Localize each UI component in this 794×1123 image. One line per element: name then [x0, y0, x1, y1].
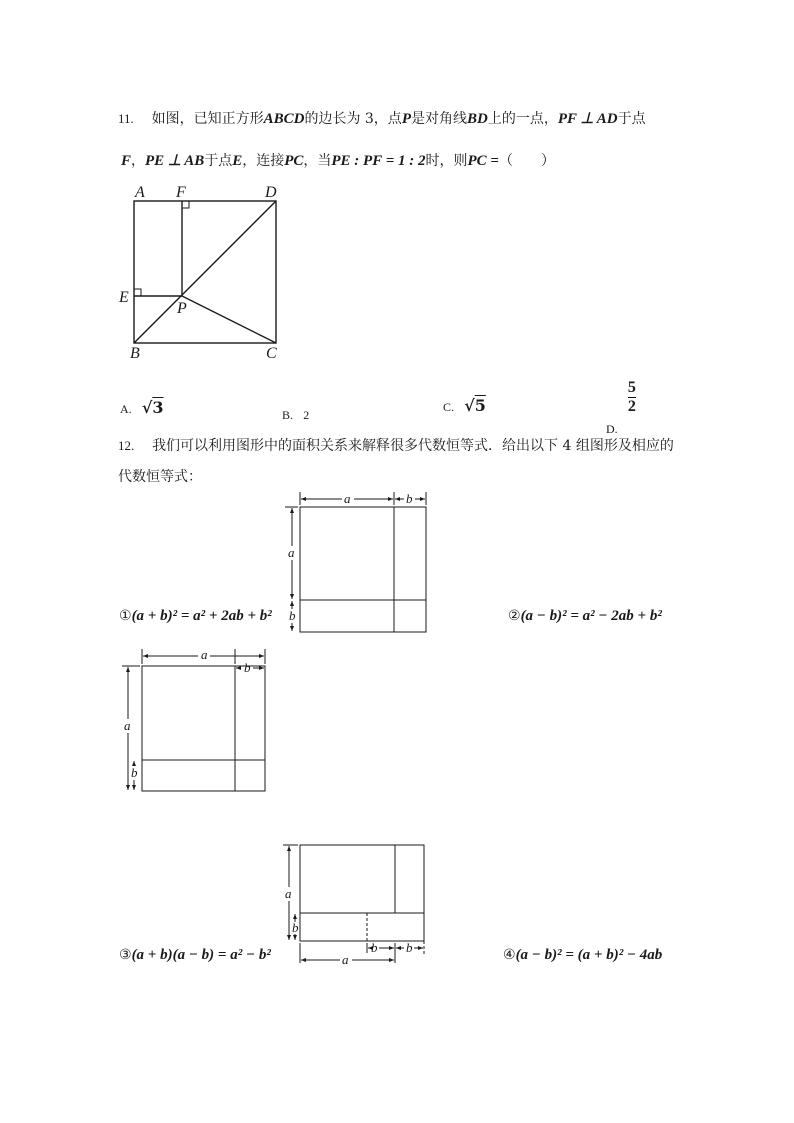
q11-math: E — [232, 153, 243, 169]
q11-math: ABCD — [263, 111, 305, 127]
q12-line2 — [118, 467, 202, 487]
option-c[interactable] — [443, 396, 486, 415]
q11-math: PC = — [467, 153, 499, 169]
q11-text: 如图，已知正方形 — [151, 111, 264, 127]
q11-text: 时，则 — [425, 153, 468, 169]
option-b-label: B. — [282, 408, 294, 422]
option-a-label: A. — [120, 402, 132, 416]
q12-text: 代数恒等式： — [118, 469, 202, 485]
formula-2 — [508, 608, 662, 625]
q11-math: P — [401, 111, 411, 127]
right-angle-mark-e — [134, 289, 141, 296]
label-f: F — [176, 184, 186, 201]
q11-math: PC — [284, 153, 304, 169]
right-angle-mark-f — [182, 201, 189, 208]
formula-2-text: (a − b)² = a² − 2ab + b² — [520, 608, 662, 624]
option-d-numerator: 5 — [627, 379, 636, 396]
option-c-value: √5 — [464, 396, 486, 415]
formula-3 — [119, 947, 271, 964]
label-a: A — [135, 184, 145, 201]
q11-math: BD — [466, 111, 488, 127]
option-b-value: 2 — [303, 408, 310, 422]
option-c-label: C. — [443, 400, 455, 414]
fig3-label-b-side: b — [292, 920, 299, 935]
fig1-label-b-top: b — [406, 491, 413, 506]
fig1-label-a-side: a — [288, 545, 295, 560]
label-e: E — [119, 289, 129, 306]
q12-text: 我们可以利用图形中的面积关系来解释很多代数恒等式．给出以下 4 组图形及相应的 — [152, 438, 674, 454]
q11-text: ， — [131, 153, 146, 169]
segment-pc — [182, 296, 276, 343]
q11-math: PE ⊥ AB — [145, 153, 205, 169]
fig2-label-a-side: a — [124, 718, 131, 733]
fig2-label-b-side: b — [131, 765, 138, 780]
formula-3-text: (a + b)(a − b) = a² − b² — [131, 947, 271, 963]
q12-figure-1 — [282, 490, 434, 636]
option-a[interactable] — [120, 398, 164, 417]
q11-line1 — [118, 109, 646, 129]
label-d: D — [265, 184, 277, 201]
q11-text: ，当 — [303, 153, 332, 169]
formula-1-marker: ① — [119, 608, 132, 624]
fig2-label-a-top: a — [201, 647, 208, 662]
fig3-label-b-bottom-1: b — [371, 940, 378, 955]
fig3-label-a-side: a — [285, 886, 292, 901]
q11-math: PE : PF = 1 : 2 — [331, 153, 426, 169]
q11-math: PF ⊥ AD — [557, 111, 618, 127]
q12-figure-3 — [280, 840, 430, 968]
formula-2-marker: ② — [508, 608, 521, 624]
q11-number: 11. — [118, 111, 134, 126]
option-c-radicand: 5 — [474, 396, 486, 415]
q12-figure-2 — [120, 645, 272, 795]
q12-number: 12. — [118, 438, 135, 453]
option-b[interactable] — [282, 404, 309, 423]
option-d-fraction — [628, 380, 636, 415]
fig1-label-a-top: a — [344, 491, 351, 506]
fig2-label-b-top: b — [244, 660, 251, 675]
label-p: P — [177, 300, 187, 317]
q11-text: 上的一点， — [487, 111, 558, 127]
formula-4 — [503, 947, 662, 964]
fig3-label-a-bottom: a — [342, 952, 349, 967]
option-d-denominator: 2 — [627, 398, 636, 415]
q11-text: 于点 — [617, 111, 646, 127]
option-a-radicand: 3 — [152, 398, 164, 417]
formula-3-marker: ③ — [119, 947, 132, 963]
q12-line1 — [118, 436, 674, 456]
q11-line2 — [121, 151, 555, 171]
q11-math: F — [121, 153, 132, 169]
q11-text: （ ） — [498, 153, 555, 169]
q11-square-diagram — [110, 180, 300, 365]
label-c: C — [266, 345, 277, 362]
q11-text: 于点 — [204, 153, 233, 169]
formula-4-text: (a − b)² = (a + b)² − 4ab — [515, 947, 663, 963]
option-a-value: √3 — [141, 398, 164, 417]
option-d[interactable] — [606, 380, 636, 437]
q11-text: 的边长为 3，点 — [304, 111, 402, 127]
q11-text: ，连接 — [242, 153, 285, 169]
formula-1-text: (a + b)² = a² + 2ab + b² — [131, 608, 272, 624]
formula-4-marker: ④ — [503, 947, 516, 963]
fig1-label-b-side: b — [289, 608, 296, 623]
diagonal-bd — [134, 201, 276, 343]
label-b: B — [130, 345, 140, 362]
formula-1 — [119, 608, 272, 625]
q11-text: 是对角线 — [410, 111, 467, 127]
fig3-label-b-bottom-2: b — [406, 940, 413, 955]
option-d-label: D. — [606, 422, 618, 436]
